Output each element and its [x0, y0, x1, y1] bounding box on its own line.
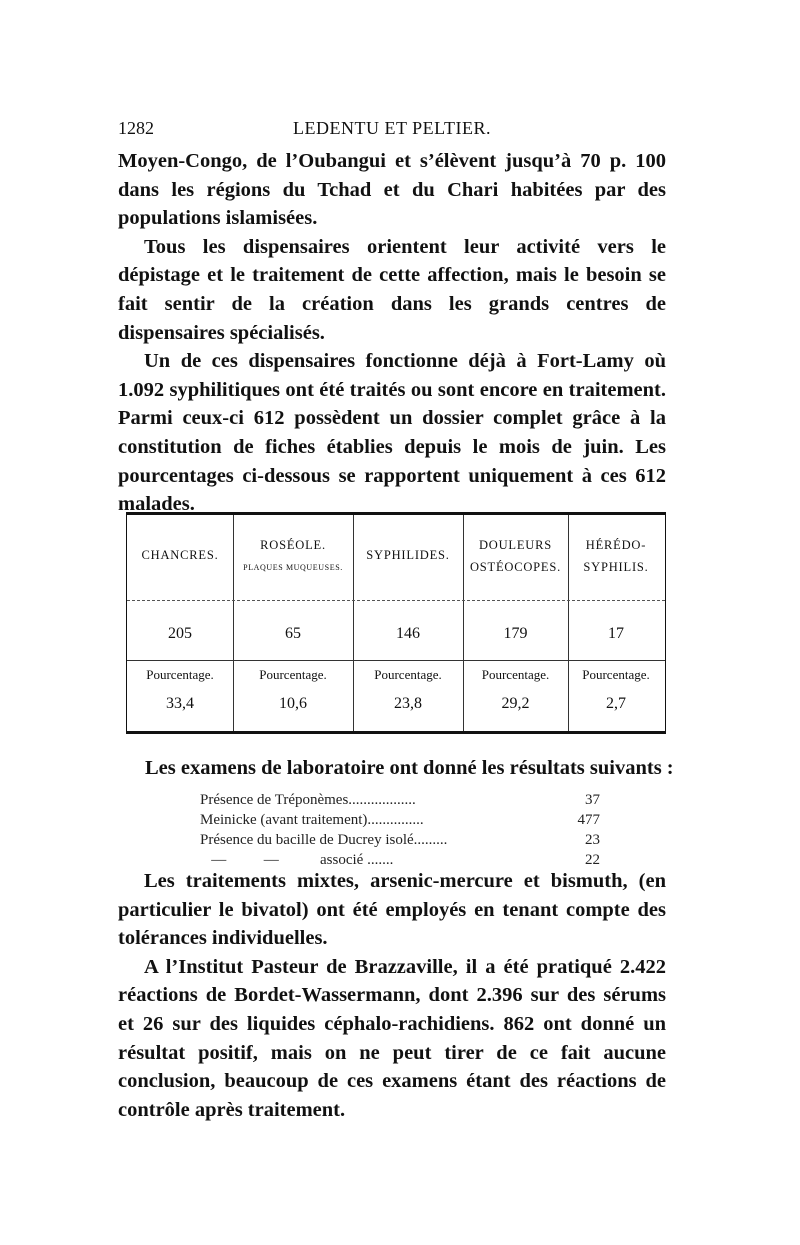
col-header-syphilides: SYPHILIDES.	[366, 548, 450, 562]
pct-label-chancres: Pourcentage.	[146, 667, 214, 682]
page-number: 1282	[118, 118, 154, 138]
col-subheader-roseole: PLAQUES MUQUEUSES.	[243, 563, 343, 572]
paragraph-1: Moyen-Congo, de l’Oubangui et s’élèvent jusqu’à 70 p. 100 dans les régions du Tchad et du Chari habitées par des populations islamisées.	[118, 150, 666, 230]
paragraph-3: Un de ces dispensaires fonctionne déjà à Fort-Lamy où 1.092 syphilitiques ont été traités ou sont encore en traitement. Parmi ceux-ci 612 possèdent un dossier complet grâce à la constitution de fiches établies depuis le mois de juin. Les pourcentages ci-dessous se rapportent uniquement à ces 612 malades.	[118, 350, 666, 516]
pct-label-douleurs: Pourcentage.	[481, 667, 550, 682]
lab-result-value: 37	[585, 792, 600, 808]
pct-chancres: 33,4	[166, 695, 194, 712]
lab-result-label: Présence du bacille de Ducrey isolé.........	[200, 832, 448, 848]
row-divider	[127, 600, 665, 602]
count-douleurs: 179	[503, 625, 528, 642]
body-text-bottom	[118, 867, 666, 1124]
col-header-roseole: ROSÉOLE.	[260, 538, 326, 552]
pct-heredo: 2,7	[606, 695, 626, 712]
lab-intro: Les examens de laboratoire ont donné les résultats suivants :	[145, 757, 674, 779]
lab-result-row	[200, 810, 600, 830]
col-header-heredo: HÉRÉDO-	[585, 538, 647, 552]
lab-result-value: 22	[585, 852, 600, 868]
pct-douleurs: 29,2	[501, 695, 530, 712]
pct-roseole: 10,6	[279, 695, 307, 712]
col-subheader-heredo: SYPHILIS.	[583, 560, 649, 574]
lab-result-value: 477	[577, 812, 600, 828]
paragraph-4: Les traitements mixtes, arsenic-mercure et bismuth, (en particulier le bivatol) ont été employés en tenant compte des tolérances individuelles.	[118, 870, 666, 950]
count-chancres: 205	[168, 625, 192, 642]
lab-result-row	[200, 830, 600, 850]
count-heredo: 17	[608, 625, 624, 642]
pct-label-heredo: Pourcentage.	[582, 667, 650, 682]
count-syphilides: 146	[396, 625, 420, 642]
pct-label-roseole: Pourcentage.	[259, 667, 327, 682]
lab-result-value: 23	[585, 832, 600, 848]
pct-syphilides: 23,8	[394, 695, 422, 712]
running-head: LEDENTU ET PELTIER.	[293, 118, 491, 138]
statistics-table	[126, 512, 666, 734]
col-subheader-douleurs: OSTÉOCOPES.	[469, 560, 562, 574]
lab-result-label: — — associé .......	[200, 852, 394, 868]
body-text-top	[118, 147, 666, 519]
row-divider	[127, 660, 665, 661]
lab-result-label: Meinicke (avant traitement)...............	[200, 812, 424, 828]
lab-results	[200, 790, 600, 870]
lab-result-label: Présence de Tréponèmes..................	[200, 792, 416, 808]
col-header-chancres: CHANCRES.	[141, 548, 219, 562]
count-roseole: 65	[285, 625, 301, 642]
page-header	[118, 118, 666, 142]
paragraph-5: A l’Institut Pasteur de Brazzaville, il a été pratiqué 2.422 réactions de Bordet-Wassermann, dont 2.396 sur des sérums et 26 sur des liquides céphalo-rachidiens. 862 ont donné un résultat positif, mais on ne peut tirer de ce fait aucune conclusion, beaucoup de ces examens étant des réactions de contrôle après traitement.	[118, 955, 666, 1121]
col-header-douleurs: DOULEURS	[478, 538, 553, 552]
paragraph-2: Tous les dispensaires orientent leur activité vers le dépistage et le traitement de cette affection, mais le besoin se fait sentir de la création dans les grands centres de dispensaires spécialisés.	[118, 235, 666, 344]
lab-result-row	[200, 790, 600, 810]
pct-label-syphilides: Pourcentage.	[374, 667, 442, 682]
